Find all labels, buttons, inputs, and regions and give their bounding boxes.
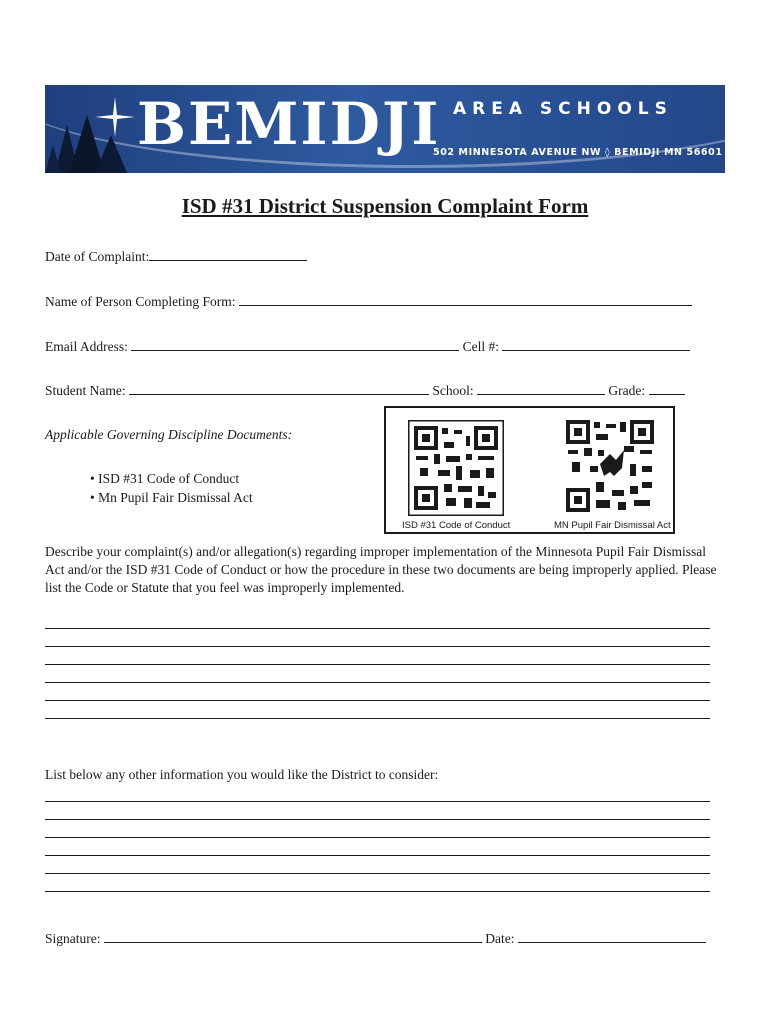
docs-heading: Applicable Governing Discipline Documents: (45, 427, 293, 442)
qr-code-icon[interactable] (566, 420, 654, 512)
email-label: Email Address: (45, 339, 128, 354)
logo-wordmark: BEMIDJI (137, 90, 441, 158)
date-row (45, 248, 307, 265)
describe-line[interactable] (45, 628, 710, 629)
cell-label: Cell #: (462, 339, 499, 354)
school-field[interactable] (477, 382, 605, 395)
district-logo-banner (45, 85, 725, 173)
cell-field[interactable] (502, 338, 690, 351)
doc-item: • ISD #31 Code of Conduct (90, 471, 240, 486)
other-info-line[interactable] (45, 819, 710, 820)
describe-prompt: Describe your complaint(s) and/or allegation(s) regarding improper implementation of the Minnesota Pupil Fair Dismissal Act and/or the ISD #31 Code of Conduct or how the procedure in these two documents are being improperly applied. Please list the Code or Statute that you feel was improperly implemented. (45, 544, 717, 595)
name-field[interactable] (239, 293, 692, 306)
describe-line[interactable] (45, 700, 710, 701)
signature-date-label: Date: (485, 931, 515, 946)
grade-label: Grade: (608, 383, 646, 398)
doc-item: • Mn Pupil Fair Dismissal Act (90, 490, 253, 505)
describe-line[interactable] (45, 664, 710, 665)
email-row (45, 338, 690, 355)
qr-caption-dismissal-act: MN Pupil Fair Dismissal Act (554, 520, 671, 531)
star-icon (95, 97, 135, 137)
signature-label: Signature: (45, 931, 101, 946)
logo-subtitle: AREA SCHOOLS (453, 99, 673, 119)
signature-date-field[interactable] (518, 930, 706, 943)
logo-address: 502 MINNESOTA AVENUE NW ◊ BEMIDJI MN 56601 (433, 147, 723, 158)
describe-line[interactable] (45, 682, 710, 683)
qr-caption-conduct: ISD #31 Code of Conduct (402, 520, 511, 531)
name-label: Name of Person Completing Form: (45, 294, 236, 309)
grade-field[interactable] (649, 382, 685, 395)
signature-row (45, 930, 706, 947)
other-info-line[interactable] (45, 891, 710, 892)
qr-code-icon[interactable] (408, 420, 504, 516)
page-title: ISD #31 District Suspension Complaint Form (181, 194, 589, 218)
name-row (45, 293, 692, 310)
signature-field[interactable] (104, 930, 482, 943)
qr-code-panel (384, 406, 675, 534)
other-info-line[interactable] (45, 801, 710, 802)
describe-line[interactable] (45, 646, 710, 647)
student-label: Student Name: (45, 383, 126, 398)
email-field[interactable] (131, 338, 459, 351)
other-info-line[interactable] (45, 855, 710, 856)
other-info-prompt: List below any other information you would like the District to consider: (45, 767, 439, 782)
other-info-line[interactable] (45, 837, 710, 838)
student-row (45, 382, 685, 399)
date-label: Date of Complaint: (45, 249, 150, 264)
school-label: School: (432, 383, 474, 398)
student-field[interactable] (129, 382, 429, 395)
date-field[interactable] (149, 248, 307, 261)
other-info-line[interactable] (45, 873, 710, 874)
describe-line[interactable] (45, 718, 710, 719)
